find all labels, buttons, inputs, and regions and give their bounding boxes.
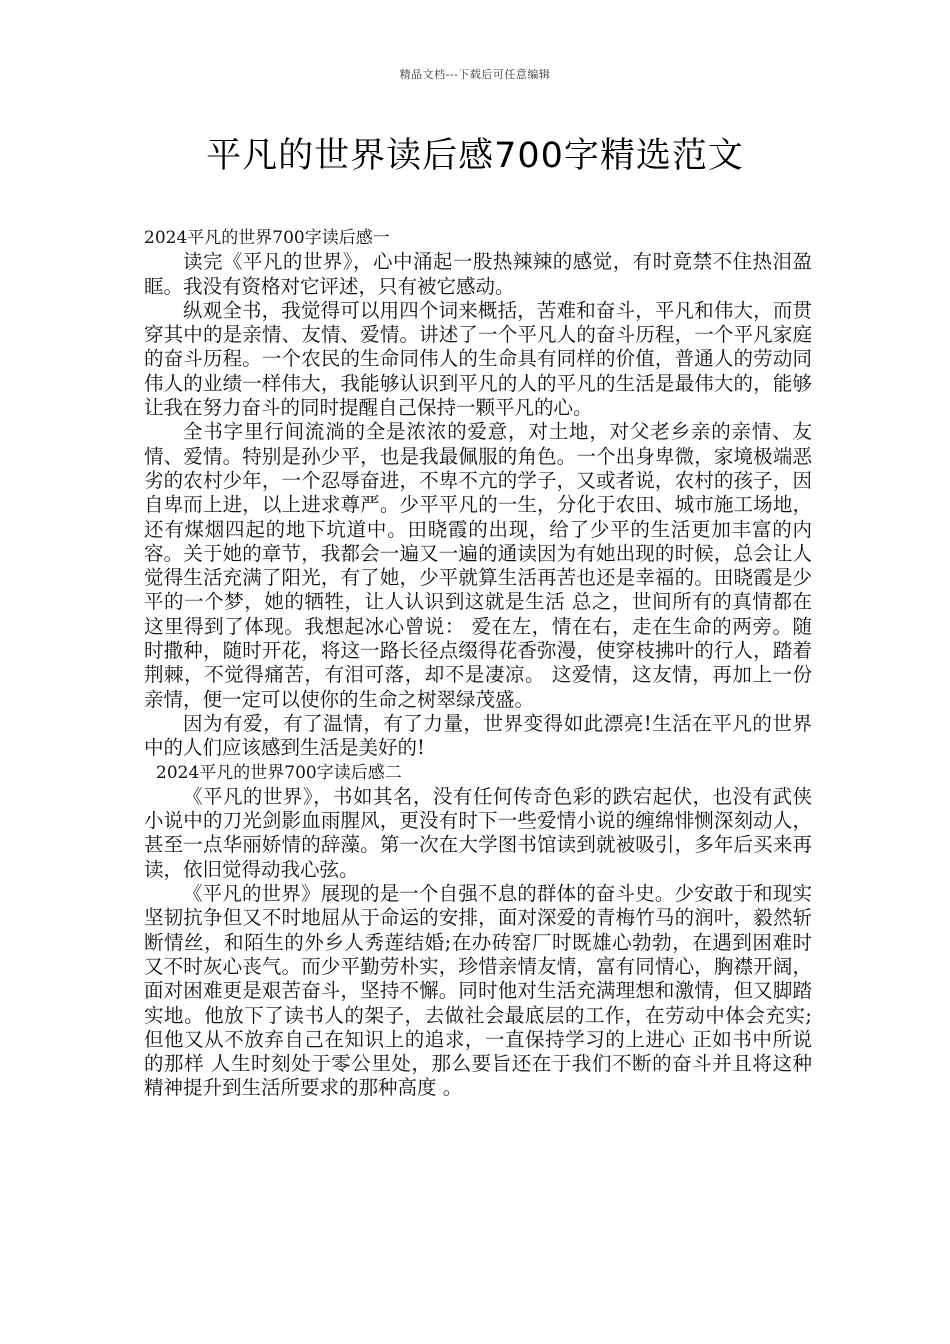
section-heading-1: 2024平凡的世界700字读后感一 [144,228,390,248]
document-title: 平凡的世界读后感700字精选范文 [206,136,744,176]
paragraph: 因为有爱，有了温情，有了力量，世界变得如此漂亮!生活在平凡的世界中的人们应该感到生活是美好的! [144,711,812,760]
paragraph: 读完《平凡的世界》，心中涌起一股热辣辣的感觉，有时竟禁不住热泪盈眶。我没有资格对它评述，只有被它感动。 [144,250,812,298]
paragraph: 《平凡的世界》，书如其名，没有任何传奇色彩的跌宕起伏，也没有武侠小说中的刀光剑影血雨腥风，更没有时下一些爱情小说的缠绵悱恻深刻动人，甚至一点华丽娇情的辞藻。第一次在大学图书馆读到就被吸引，多年后买来再读，依旧觉得动我心弦。 [144,784,812,881]
paragraph: 《平凡的世界》展现的是一个自强不息的群体的奋斗史。少安敢于和现实坚韧抗争但又不时地屈从于命运的安排，面对深爱的青梅竹马的润叶，毅然斩断情丝，和陌生的外乡人秀莲结婚;在办砖窑厂时既雄心勃勃，在遇到困难时又不时灰心丧气。而少平勤劳朴实，珍惜亲情友情，富有同情心，胸襟开阔，面对困难更是艰苦奋斗，坚持不懈。同时他对生活充满理想和激情，但又脚踏实地。他放下了读书人的架子，去做社会最底层的工作，在劳动中体会充实;但他又从不放弃自己在知识上的追求，一直保持学习的上进心 正如书中所说的那样 人生时刻处于零公里处，那么要旨还在于我们不断的奋斗并且将这种精神提升到生活所要求的那种高度 。 [144,882,812,1100]
document-body [144,226,812,1101]
paragraph: 全书字里行间流淌的全是浓浓的爱意，对土地，对父老乡亲的亲情、友情、爱情。特别是孙少平，也是我最佩服的角色。一个出身卑微，家境极端恶劣的农村少年，一个忍辱奋进，不卑不亢的学子，又或者说，农村的孩子，因自卑而上进，以上进求尊严。少平平凡的一生，分化于农田、城市施工场地，还有煤烟四起的地下坑道中。田晓霞的出现，给了少平的生活更加丰富的内容。关于她的章节，我都会一遍又一遍的通读因为有她出现的时候，总会让人觉得生活充满了阳光，有了她，少平就算生活再苦也还是幸福的。田晓霞是少平的一个梦，她的牺牲，让人认识到这就是生活 总之，世间所有的真情都在这里得到了体现。我想起冰心曾说： 爱在左，情在右，走在生命的两旁。随时撒种，随时开花，将这一路长径点缀得花香弥漫，使穿枝拂叶的行人，踏着荆棘，不觉得痛苦，有泪可落，却不是凄凉。 这爱情，这友情，再加上一份亲情，便一定可以使你的生命之树翠绿茂盛。 [144,420,812,711]
section-heading-2: 2024平凡的世界700字读后感二 [156,762,402,783]
header-note: 精品文档---下载后可任意编辑 [399,68,551,81]
paragraph: 纵观全书，我觉得可以用四个词来概括，苦难和奋斗，平凡和伟大，而贯穿其中的是亲情、友情、爱情。讲述了一个平凡人的奋斗历程，一个平凡家庭的奋斗历程。一个农民的生命同伟人的生命具有同样的价值，普通人的劳动同伟人的业绩一样伟大，我能够认识到平凡的人的平凡的生活是最伟大的，能够让我在努力奋斗的同时提醒自己保持一颗平凡的心。 [144,298,812,420]
